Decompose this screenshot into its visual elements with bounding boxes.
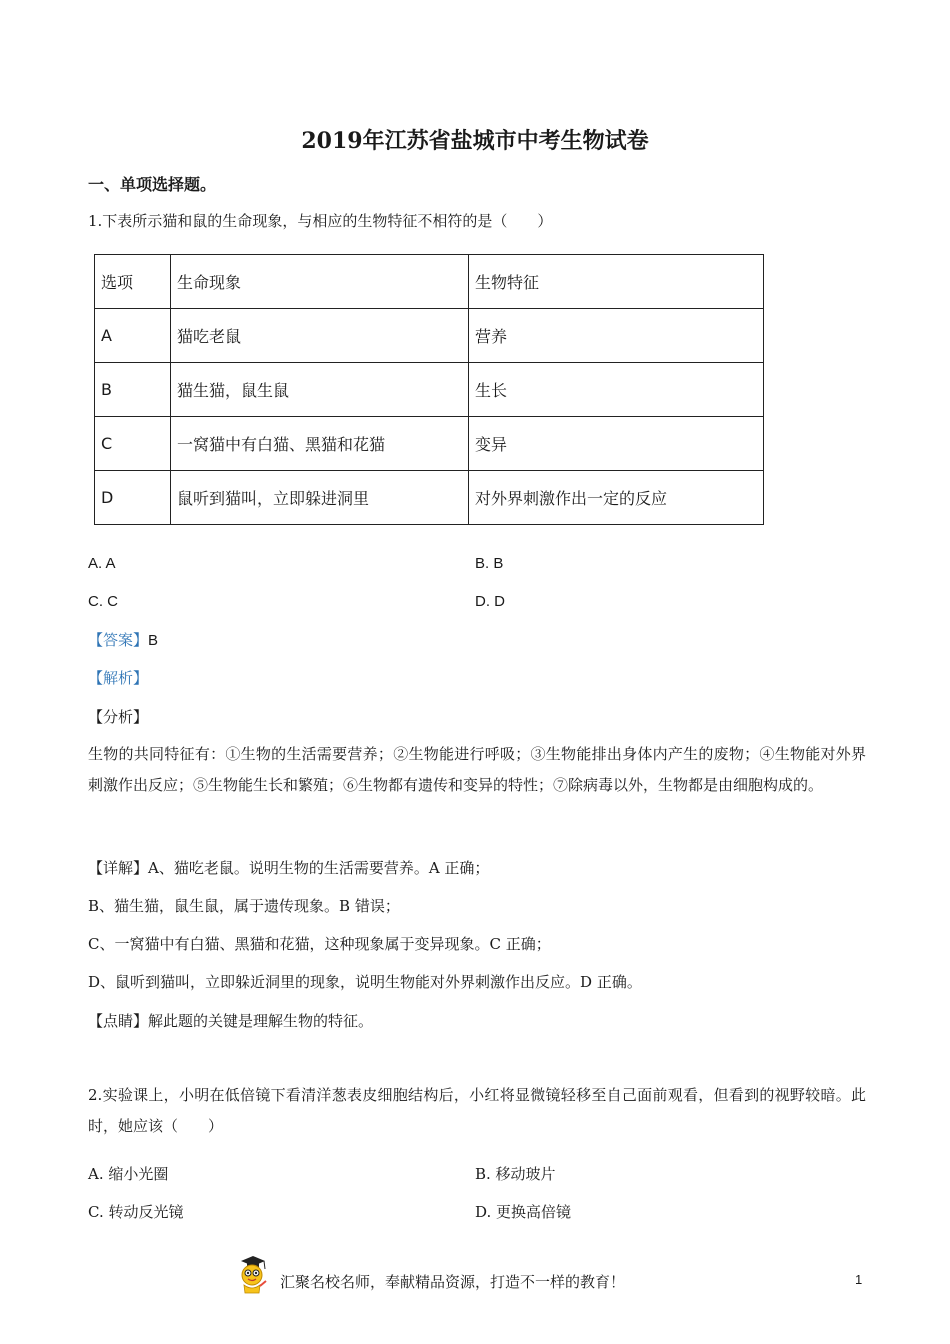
q1-table: [94, 254, 764, 525]
q1-stem: 1.下表所示猫和鼠的生命现象，与相应的生物特征不相符的是（ ）: [88, 212, 553, 230]
q1-option-d: D. D: [475, 593, 505, 610]
fenxi-heading: 【分析】: [88, 708, 149, 726]
table-cell: 鼠听到猫叫，立即躲进洞里: [171, 471, 469, 525]
detail-line: 【详解】A、猫吃老鼠。说明生物的生活需要营养。A 正确；: [88, 859, 490, 877]
table-cell: 生长: [469, 363, 764, 417]
table-row: [95, 309, 764, 363]
q2-option-c: C. 转动反光镜: [88, 1203, 184, 1221]
table-cell: 变异: [469, 417, 764, 471]
analysis-tag: 【解析】: [88, 669, 149, 687]
table-header-row: [95, 255, 764, 309]
footer-slogan: 汇聚名校名师，奉献精品资源，打造不一样的教育！: [280, 1273, 626, 1291]
page-title: 2019年江苏省盐城市中考生物试卷: [301, 128, 649, 154]
mascot-logo-icon: [232, 1255, 270, 1295]
table-row: [95, 471, 764, 525]
answer-value: B: [148, 632, 159, 649]
q1-option-c: C. C: [88, 593, 118, 610]
detail-line: C、一窝猫中有白猫、黑猫和花猫，这种现象属于变异现象。C 正确；: [88, 935, 551, 953]
q1-option-b: B. B: [475, 555, 504, 572]
table-cell: 猫吃老鼠: [171, 309, 469, 363]
q1-answer: [88, 630, 158, 651]
section-heading: 一、单项选择题。: [88, 175, 217, 194]
dianjing: 【点睛】解此题的关键是理解生物的特征。: [88, 1012, 374, 1030]
page-number: 1: [855, 1272, 863, 1287]
q1-option-a: A. A: [88, 555, 116, 572]
fenxi-text: 生物的共同特征有：①生物的生活需要营养；②生物能进行呼吸；③生物能排出身体内产生的废物；④生物能对外界刺激作出反应；⑤生物能生长和繁殖；⑥生物都有遗传和变异的特性；⑦除病毒以外，生物都是由细胞构成的。: [88, 745, 866, 794]
table-cell: 猫生猫，鼠生鼠: [171, 363, 469, 417]
table-cell: D: [95, 471, 171, 525]
detail-line: B、猫生猫，鼠生鼠，属于遗传现象。B 错误；: [88, 897, 400, 915]
table-cell: B: [95, 363, 171, 417]
detail-line: D、鼠听到猫叫，立即躲近洞里的现象，说明生物能对外界刺激作出反应。D 正确。: [88, 973, 642, 991]
table-row: [95, 417, 764, 471]
q2-option-b: B. 移动玻片: [475, 1165, 556, 1183]
table-cell: A: [95, 309, 171, 363]
table-cell: C: [95, 417, 171, 471]
q2-stem: 2.实验课上，小明在低倍镜下看清洋葱表皮细胞结构后，小红将显微镜轻移至自己面前观看，但看到的视野较暗。此时，她应该（ ）: [88, 1086, 866, 1135]
answer-tag: 【答案】: [88, 631, 149, 649]
table-cell: 一窝猫中有白猫、黑猫和花猫: [171, 417, 469, 471]
q2-option-a: A. 缩小光圈: [88, 1165, 169, 1183]
table-header-cell: 选项: [95, 255, 171, 309]
table-row: [95, 363, 764, 417]
table-header-cell: 生物特征: [469, 255, 764, 309]
table-cell: 营养: [469, 309, 764, 363]
table-cell: 对外界刺激作出一定的反应: [469, 471, 764, 525]
table-header-cell: 生命现象: [171, 255, 469, 309]
q2-option-d: D. 更换高倍镜: [475, 1203, 572, 1221]
